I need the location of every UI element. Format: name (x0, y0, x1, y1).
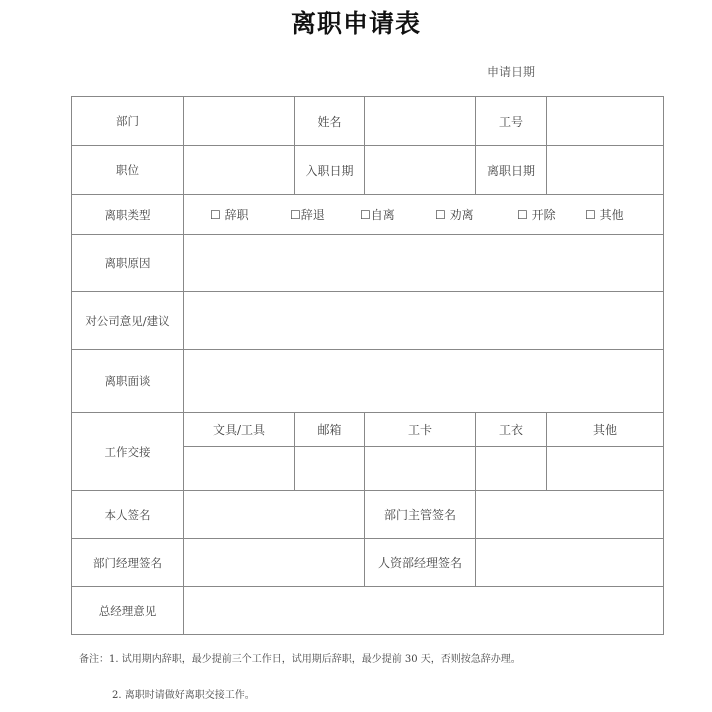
hire-date-label: 入职日期 (295, 146, 365, 195)
hr-manager-sign-label: 人资部经理签名 (365, 539, 476, 587)
dept-label: 部门 (72, 97, 184, 146)
handover-item-uniform: 工衣 (476, 413, 547, 447)
checkbox-persuaded[interactable]: ☐ 劝离 (435, 208, 474, 222)
apply-date-label: 申请日期 (487, 65, 536, 79)
exit-interview-label: 离职面谈 (72, 350, 184, 413)
handover-other-field[interactable] (547, 447, 664, 491)
dept-manager-sign-field[interactable] (184, 539, 365, 587)
checkbox-other[interactable]: ☐ 其他 (585, 208, 624, 222)
suggestions-field[interactable] (184, 292, 664, 350)
leave-reason-label: 离职原因 (72, 235, 184, 292)
position-field[interactable] (184, 146, 295, 195)
handover-email-field[interactable] (295, 447, 365, 491)
suggestions-label: 对公司意见/建议 (72, 292, 184, 350)
self-sign-label: 本人签名 (72, 491, 184, 539)
form-title: 离职申请表 (290, 9, 421, 38)
dept-manager-sign-label: 部门经理签名 (72, 539, 184, 587)
name-label: 姓名 (295, 97, 365, 146)
handover-badge-field[interactable] (365, 447, 476, 491)
handover-label: 工作交接 (72, 413, 184, 491)
supervisor-sign-label: 部门主管签名 (365, 491, 476, 539)
gm-opinion-label: 总经理意见 (72, 587, 184, 635)
emp-id-field[interactable] (547, 97, 664, 146)
leave-date-field[interactable] (547, 146, 664, 195)
checkbox-dismissed[interactable]: ☐辞退 (290, 208, 325, 222)
handover-item-email: 邮箱 (295, 413, 365, 447)
leave-type-options (184, 195, 664, 235)
leave-date-label: 离职日期 (476, 146, 547, 195)
leave-reason-field[interactable] (184, 235, 664, 292)
leave-type-label: 离职类型 (72, 195, 184, 235)
note-line-2: 2. 离职时请做好离职交接工作。 (112, 690, 255, 701)
checkbox-self-leave[interactable]: ☐自离 (360, 208, 395, 222)
handover-item-tools: 文具/工具 (184, 413, 295, 447)
dept-field[interactable] (184, 97, 295, 146)
checkbox-fired[interactable]: ☐ 开除 (517, 208, 556, 222)
gm-opinion-field[interactable] (184, 587, 664, 635)
handover-uniform-field[interactable] (476, 447, 547, 491)
position-label: 职位 (72, 146, 184, 195)
self-sign-field[interactable] (184, 491, 365, 539)
handover-tools-field[interactable] (184, 447, 295, 491)
hire-date-field[interactable] (365, 146, 476, 195)
handover-item-badge: 工卡 (365, 413, 476, 447)
exit-interview-field[interactable] (184, 350, 664, 413)
handover-item-other: 其他 (547, 413, 664, 447)
resignation-form-table (71, 96, 664, 635)
hr-manager-sign-field[interactable] (476, 539, 664, 587)
supervisor-sign-field[interactable] (476, 491, 664, 539)
checkbox-resign[interactable]: ☐ 辞职 (210, 208, 249, 222)
emp-id-label: 工号 (476, 97, 547, 146)
name-field[interactable] (365, 97, 476, 146)
note-line-1: 备注：1. 试用期内辞职，最少提前三个工作日，试用期后辞职，最少提前 30 天，否则按急辞办理。 (79, 654, 521, 665)
